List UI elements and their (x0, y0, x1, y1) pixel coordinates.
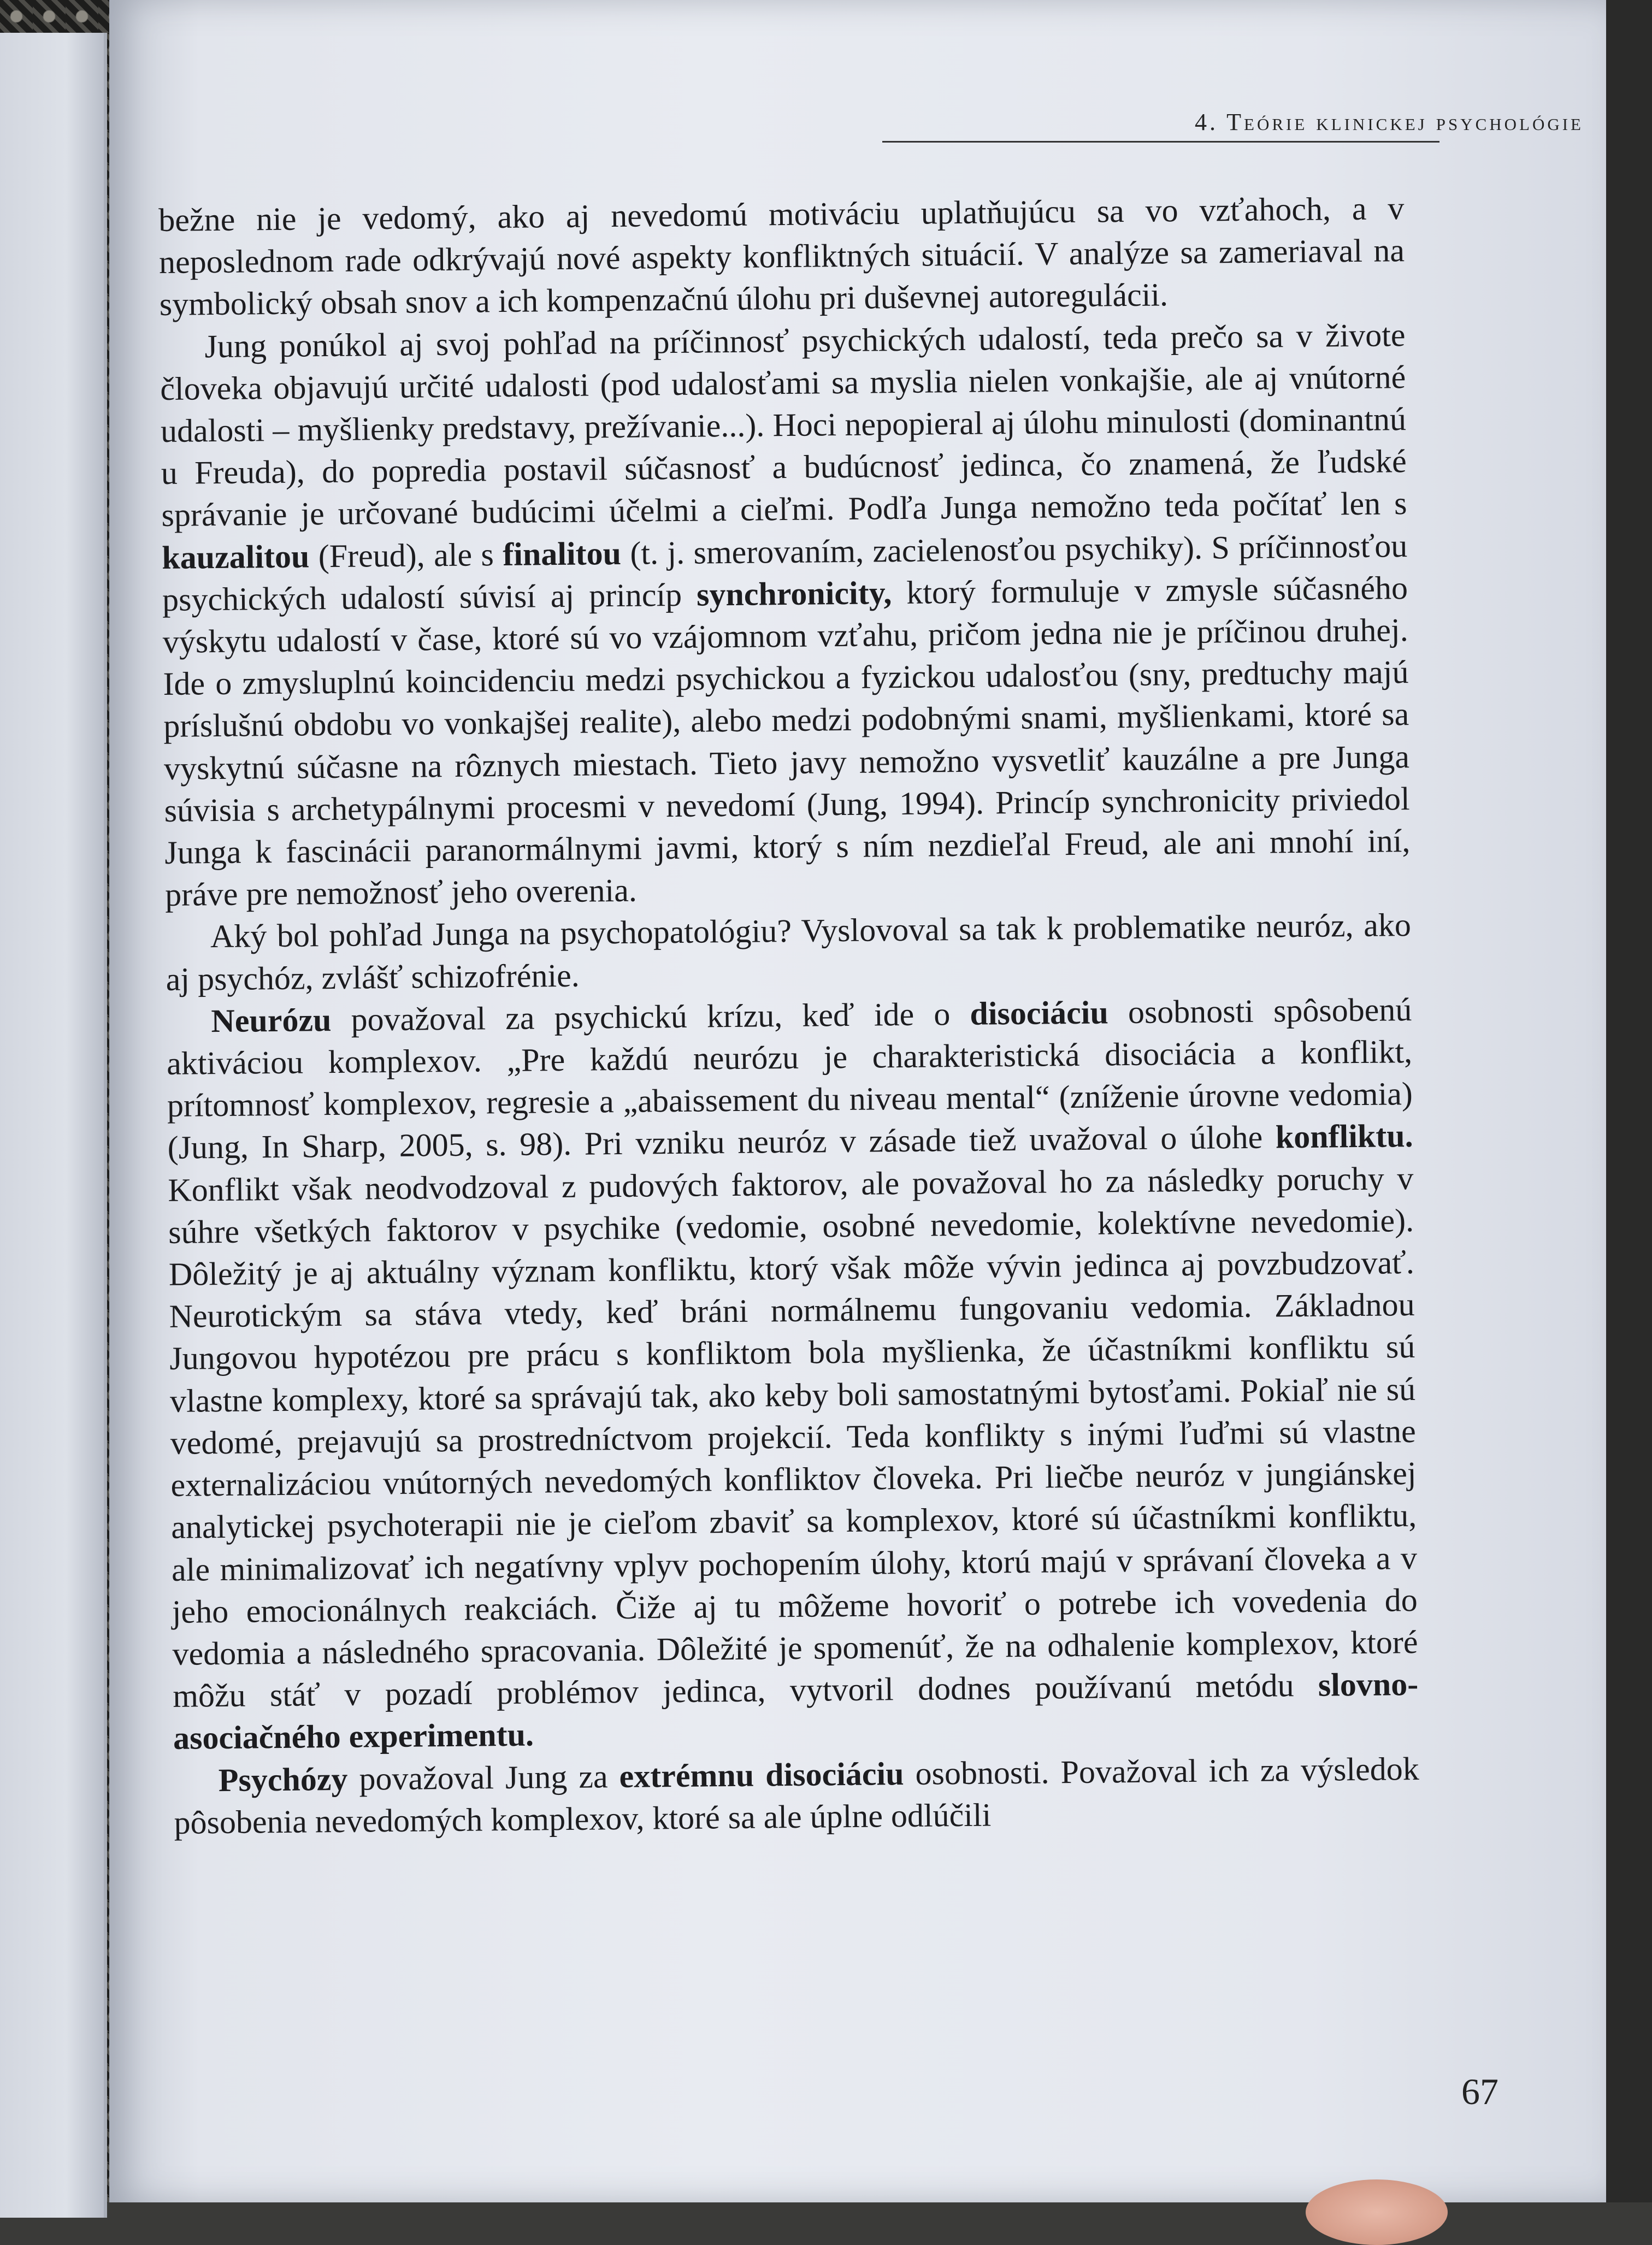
text-run: Konflikt však neodvodzoval z pudových faktorov, ale považoval ho za následky poruchy v súhre všetkých faktorov v psychike (vedomie, osobné nevedomie, kolektívne nevedomie). Dôležitý je aj aktuálny význam konfliktu, ktorý však môže vývin jedinca aj povzbudzovať. Neurotickým sa stáva vtedy, keď bráni normálnemu fungovaniu vedomia. Základnou Jungovou hypotézou pre prácu s konfliktom bola myšlienka, že účastníkmi konfliktu sú vlastne komplexy, ktoré sa správajú tak, ako keby boli samostatnými bytosťami. Pokiaľ nie sú vedomé, prejavujú sa prostredníctvom projekcií. Teda konflikty s inými ľuďmi sú vlastne externalizáciou vnútorných nevedomých konfliktov človeka. Pri liečbe neuróz v jungiánskej analytickej psychoterapii nie je cieľom zbaviť sa komplexov, ktoré sú účastníkmi konfliktu, ale minimalizovať ich negatívny vplyv pochopením úlohy, ktorú majú v správaní človeka a v jeho emocionálnych reakciách. Čiže aj tu môžeme hovoriť o potrebe ich vovedenia do vedomia a následného spracovania. Dôležité je spomenúť, že na odhalenie komplexov, ktoré môžu stáť v pozadí problémov jedinca, vytvoril dodnes používanú metódu (168, 1160, 1418, 1714)
fingertip (1306, 2179, 1448, 2245)
text-run: ktorý formuluje v zmysle súčasného výskytu udalostí v čase, ktoré sú vo vzájomnom vzťahu, pričom jedna nie je príčinou druhej. Ide o zmysluplnú koincidenciu medzi psychickou a fyzickou udalosťou (sny, predtuchy majú príslušnú obdobu vo vonkajšej realite), alebo medzi podobnými snami, myšlienkami, ktoré sa vyskytnú súčasne na rôznych miestach. Tieto javy nemožno vysvetliť kauzálne a pre Junga súvisia s archetypálnymi procesmi v nevedomí (Jung, 1994). Princíp synchronicity priviedol Junga k fascinácii paranormálnymi javmi, ktorý s ním nezdieľal Freud, ale ani mnohí iní, práve pre nemožnosť jeho overenia. (162, 569, 1411, 913)
bold-term: konfliktu. (1275, 1118, 1413, 1155)
text-run: (t. j. smerovaním, zacielenosťou psychiky). S príčinnosťou psychických udalostí súvisí aj princíp (162, 527, 1408, 618)
paragraph (160, 314, 1411, 917)
text-run: považoval za psychickú krízu, keď ide o (331, 995, 970, 1038)
running-head: 4. Teórie klinickej psychológie (1194, 109, 1584, 135)
text-run: Jung ponúkol aj svoj pohľad na príčinnosť psychických udalostí, teda prečo sa v živote človeka objavujú určité udalosti (pod udalosťami sa myslia nielen vonkajšie, ale aj vnútorné udalosti – myšlienky predstavy, prežívanie...). Hoci nepopieral aj úlohu minulosti (dominantnú u Freuda), do popredia postavil súčasnosť a budúcnosť jedinca, čo znamená, že ľudské správanie je určované budúcimi účelmi a cieľmi. Podľa Junga nemožno teda počítať len s (160, 316, 1407, 534)
bold-term: disociáciu (970, 994, 1109, 1032)
bold-term: synchronicity, (696, 574, 892, 613)
body-text (158, 187, 1420, 1844)
bold-term: extrémnu disociáciu (619, 1755, 904, 1794)
bold-term: finalitou (502, 535, 622, 572)
left-page-edge (0, 33, 107, 2218)
bold-term: Neurózu (211, 1001, 332, 1039)
bold-term: kauzalitou (161, 538, 310, 576)
paragraph (173, 1747, 1419, 1844)
paragraph (166, 905, 1412, 1001)
text-run: osobnosti spôsobenú aktiváciou komplexov. „Pre každú neurózu je charakteristická disociácia a konflikt, prítomnosť komplexov, regresie a „abaissement du niveau mental“ (zníženie úrovne vedomia) (Jung, In Sharp, 2005, s. 98). Pri vzniku neuróz v zásade tiež uvažoval o úlohe (166, 991, 1413, 1166)
page-number: 67 (1461, 2071, 1498, 2112)
text-run: bežne nie je vedomý, ako aj nevedomú motiváciu uplatňujúcu sa vo vzťahoch, a v neposlednom rade odkrývajú nové aspekty konfliktných situácií. V analýze sa zameriaval na symbolický obsah snov a ich kompenzačnú úlohu pri duševnej autoregulácii. (158, 190, 1405, 323)
bold-term: Psychózy (218, 1760, 348, 1798)
paragraph (166, 989, 1419, 1759)
text-run: Aký bol pohľad Junga na psychopatológiu? Vyslovoval sa tak k problematike neuróz, ako aj psychóz, zvlášť schizofrénie. (166, 907, 1412, 997)
paragraph (158, 187, 1405, 326)
bold-term: slovno-asociačného experimentu. (173, 1666, 1419, 1757)
text-run: osobnosti. Považoval ich za výsledok pôsobenia nevedomých komplexov, ktoré sa ale úplne odlúčili (174, 1750, 1419, 1841)
text-run: považoval Jung za (347, 1758, 620, 1797)
text-run: (Freud), ale s (309, 536, 503, 575)
right-background-strip (1606, 0, 1652, 2202)
running-head-rule (882, 141, 1439, 143)
